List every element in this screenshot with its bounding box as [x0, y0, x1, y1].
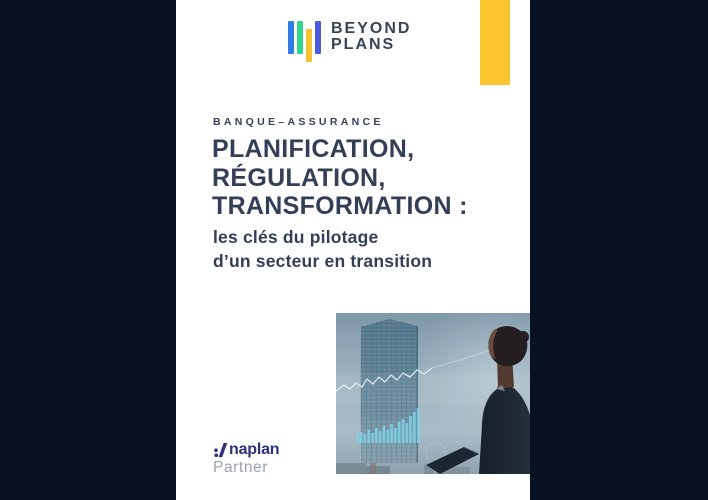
anaplan-partner-lockup — [213, 441, 279, 477]
title-line-2: RÉGULATION, — [212, 163, 386, 192]
cover-title — [212, 135, 468, 221]
beyond-plans-wordmark — [331, 20, 411, 52]
cover-page — [176, 0, 530, 500]
cover-kicker: BANQUE–ASSURANCE — [213, 116, 384, 128]
logo-bar-blue — [288, 21, 294, 54]
cover-photo — [336, 313, 530, 474]
title-line-3: TRANSFORMATION : — [212, 192, 468, 220]
beyond-plans-logo — [288, 20, 411, 62]
anaplan-logo — [213, 441, 279, 458]
accent-bar — [480, 0, 510, 85]
anaplan-logo-mark — [213, 442, 228, 458]
title-line-1: PLANIFICATION, — [212, 135, 415, 163]
logo-line-1: BEYOND — [331, 20, 412, 37]
logo-bar-indigo — [315, 21, 321, 54]
cover-subtitle — [213, 226, 432, 273]
anaplan-wordmark: naplan — [229, 440, 280, 458]
subtitle-line-1: les clés du pilotage — [213, 227, 379, 247]
beyond-plans-logo-icon — [288, 20, 322, 62]
logo-bar-green — [297, 21, 303, 54]
subtitle-line-2: d’un secteur en transition — [213, 250, 433, 271]
logo-bar-yellow — [306, 29, 312, 62]
logo-line-2: PLANS — [331, 35, 396, 53]
partner-label: Partner — [213, 459, 269, 476]
